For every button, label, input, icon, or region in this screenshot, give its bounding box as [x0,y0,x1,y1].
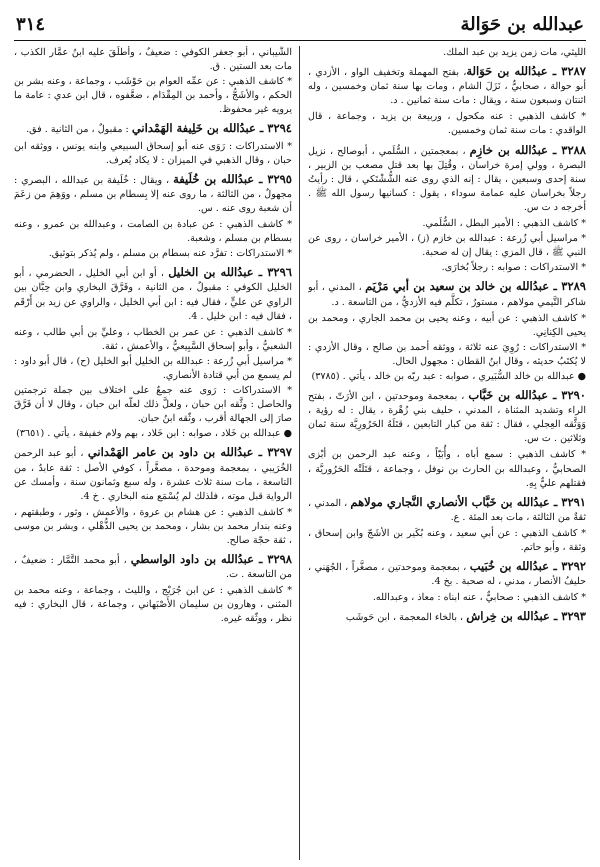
entry-number: ٣٢٨٧ ـ [547,64,586,79]
entry-text: ، المدني ، ثقةٌ من الثالثة ، مات بعد المئة . ع. [308,497,586,523]
note-paragraph: * كاشف الذهبي : الأمير البطل ، السُّلَمي. [422,218,586,230]
entry [308,64,586,108]
entry-number: ٣٢٩٢ ـ [549,559,586,574]
note-paragraph: ● عبدالله بن خَلاد ، صوابه : ابن خَلاد ، بهم ولام خفيفة ، يأتي . (٣٦٥١) [16,428,292,440]
entry-text: ، بمعجمة وموحدتين ، مصغَّراً ، الجُهَني ، حليفُ الأنصار ، مدني ، له صحبة . بخ 4. [308,562,586,588]
entry-name: عبدُالله بن خَلِيفة الهَمْداني [131,121,256,136]
entry-name: عبدُالله بن خِراش [466,609,550,624]
note-paragraph: ● عبدالله بن خالد السُّبَيري ، صوابه : عبد ربّه بن خالد ، يأتي . (٣٧٨٥) [311,370,586,382]
entry-name: عبدُالله بن الخليل [168,265,254,280]
note-paragraph: * الاستدراكات : رُوِيَ عنه ثلاثة ، ووثقه أحمد بن صالح ، وقال الأزدي : لا يُكتَبُ حديثه ، وقال ابنُ القطان : مجهول الحال. [308,341,586,367]
entry [14,172,292,216]
entry [14,552,292,582]
right-column [308,46,586,860]
page-number: ٣١٤ [16,14,46,35]
note-paragraph: * كاشف الذهبي : صحابيٌّ ، عنه ابناه : معاذ ، وعبدالله. [372,592,586,604]
entry-name: عبدُالله بن خَبَّاب الأنصاري النَّجاري مولاهم [350,494,550,509]
entry [308,495,586,525]
entry-text: ، أو ابن أبي الخليل ، الحضرمي ، أبو الخليل الكوفي : مقبولٌ ، من الثانية ، وفَرَّقَ البخاري وابن حِبَّان بين الراوي عن عليٍّ ، فقال فيه : ابن أبي الخليل ، والراوي عن زيد بن أَرْقَم ، فقال فيه : ابن خليل . 4. [14,268,292,322]
note-paragraph: * كاشف الذهبي : عن أبي سعيد ، وعنه بُكَير بن الأشَجّ وابن إسحاق ، وثقة ، وأبو حاتم. [308,527,586,553]
note-paragraph: * الاستدراكات : تفرَّد عنه بسطام بن مسلم ، ولم يُذكر بتوثيق. [48,248,292,260]
note-paragraph: الشَّيباني ، أبو جعفر الكوفي : ضعيفٌ ، وأطلَقَ عليه ابنُ عمَّار الكذب ، مات بعد الستين . ق. [14,47,292,73]
entry-name: عبدُالله بن حَوَالة [466,64,548,79]
entry-name: عبدُالله بن خَبَّاب [468,388,549,403]
entry-text: ، بمعجمة وموحدتين ، ابن الأرَتّ ، بفتح الراء وتشديد المثناة ، المدني ، حليف بني زُهْرة ، يقال : له رؤية ، وَوَثَّقه العِجلي ، فقال : ثقة من كبار التابعين ، قتَلَهُ الحَرُورِيَّة سنة ثمان وثلاثين . ت س. [308,391,586,445]
left-column [14,46,292,860]
running-head [14,14,586,41]
entry-number: ٣٢٩٥ ـ [254,171,292,186]
entry-number: ٣٢٩٣ ـ [549,609,586,624]
entry-text: ، بمعجمتين ، السُّلَمي ، أبوصالح ، نزيل البصرة ، وولي إمرة خراسان ، وقُتِلَ بها بعد قتل مصعب بن الزبير ، سنة إحدى وسبعين ، يقال : إنه الذي روى عنه الشُّشْتَكي ، قال : رأيتُ رجلاً بخراسان عليه عمامة سوداء ، يقول : كسانيها رسول الله ﷺ . أخرجه د ت س. [308,145,586,213]
note-paragraph: * كاشف الذهبي : عن عمر بن الخطاب ، وعليِّ بن أبي طالب ، وعنه الشعبيُّ ، وأبو إسحاق السَّبِيعيُّ ، والأعمش ، ثقة. [14,326,292,352]
entry-name: عبدُالله بن خازِم [469,142,548,157]
note-paragraph: * كاشف الذهبي : سمع أباه ، وأُبَيّاً ، وعنه عبد الرحمن بن أبْزى الصحابيُّ ، وعبدالله بن الحارث بن نوفل ، وجماعة ، قتَلَتْه الحَرُوريَّة ، فقتلهم عليٌّ بِهِ. [308,449,586,489]
entry [308,388,586,446]
entry [308,559,586,589]
entry [308,143,586,215]
entry-text: ، بالخاء المعجمة ، ابن حَوشَب [345,612,467,624]
note-paragraph: * الاستدراكات : رَوى عنه جمعٌ على اختلاف بين جملة ترجمتين والحاصل : وثَّقه ابن حبان ، ولعلَّ ذلك لعلّه ابن حبان ، وقال لا أن فَرَّقَ صارَ إلى الجهالة أقرب ، وثّقه ابنُ حبان. [14,385,292,425]
entry-number: ٣٢٨٩ ـ [549,279,586,294]
entry [14,121,292,137]
entry-number: ٣٢٩٧ ـ [253,445,292,460]
entry-number: ٣٢٩٤ ـ [255,121,292,136]
note-paragraph: * مراسيل أبي زُرعة : عبدالله بن الخليل أبو الخليل (ح) ، قال أبو داود : لم يسمع من أبي قتادة الأنصاري. [14,355,292,381]
entry-name: عبدُالله بن خُبَيب [469,559,549,574]
note-paragraph: * كاشف الذهبي : عن أبيه ، وعنه يحيى بن محمد الجاري ، ومحمد بن يحيى الكِنانِي. [308,312,586,338]
note-paragraph: * كاشف الذهبي : عن عبادة بن الصامت ، وعبدالله بن عمرو ، وعنه بسطام بن مسلم ، وشعبة. [14,219,292,245]
entry-name: عبدُالله بن داود الواسطي [130,552,255,567]
note-paragraph: * كاشف الذهبي : عنه مكحول ، وربيعة بن يزيد ، وجماعة ، قال الواقدي : مات سنة ثمان وخمسين. [308,111,586,137]
text-columns [14,46,586,860]
entry-number: ٣٢٩٠ ـ [548,388,586,403]
entry-number: ٣٢٨٨ ـ [547,142,586,157]
note-paragraph: الليثي، مات زمن يزيد بن عبد الملك. [443,47,586,58]
entry [14,265,292,323]
book-page [14,14,586,860]
note-paragraph: * كاشف الذهبي : عن عمِّه العوام بن حَوْشَب ، وجماعة ، وعنه بشر بن الحكم ، والأشَجُّ ، وأحمد بن المِقْدَام ، ضعَّفوه ، قال ابن عدي : عامة ما يرويه غير محفوظ. [14,76,292,116]
entry-number: ٣٢٩١ ـ [549,494,586,509]
column-divider [299,46,300,860]
entry [308,279,586,309]
note-paragraph: * كاشف الذهبي : عن ابن جُرَيْج ، والليث ، وجماعة ، وعنه محمد بن المثنى ، وهارون بن سليمان الأَصْبَهاني ، وجماعة ، قال البخاري : فيه نظر ، ووثّقه غيره. [14,585,292,625]
entry-text: ، ويقال : خُلَيفة بن عبدالله ، البصري : مجهولٌ ، من الثالثة ، ما روى عنه إلا بِسطام بن مسلم ، ووَهِمَ من زعَمَ أن شعبة روى عنه . س. [14,174,292,214]
entry-name: عبدُالله بن داود بن عامر الهَمْداني [87,445,254,460]
note-paragraph: * الاستدراكات : رَوَى عنه أبو إسحاق السبيعي وابنه يونس ، ووثقه ابن حبان ، وقال الذهبي في الميزان : لا يكاد يُعرف. [14,140,292,166]
entry-name: عبدُالله بن خالد بن سعيد بن أبي مَرْيَم [365,279,550,294]
entry-number: ٣٢٩٦ ـ [253,265,292,280]
running-head-title: عبدالله بن حَوَالة [460,14,584,35]
entry-text: ، المدني ، أبو شاكر التَّيمي مولاهم ، مستورٌ ، تكلَّم فيه الأزديُّ ، من التاسعة . د. [308,282,586,308]
entry [14,445,292,503]
entry-number: ٣٢٩٨ ـ [254,552,292,567]
note-paragraph: * الاستدراكات : صوابه : رجلاً بُخارَى. [441,262,586,274]
entry-text: ، أبو محمد التَّمَّار : ضعيفٌ ، من التاسعة . ت. [14,555,292,581]
entry-text: : مقبولٌ ، من الثانية . فق. [26,124,132,136]
entry-text: ، بفتح المهملة وتخفيف الواو ، الأزدي ، أبو حوالة ، صحابيٌّ ، نَزَلَ الشام ، ومات بها سنة ثمان وخمسين ، وله اثنتان وسبعون سنة ، ويقال : مات سنة ثمانين . د. [308,67,586,107]
entry-name: عبدُالله بن خُلَيفة [173,171,255,186]
entry-text: ، أبو عبد الرحمن الخُرَيبي ، بمعجمة وموحدة ، مصغَّراً ، كوفي الأصل : ثقة عابدٌ ، من التاسعة ، مات سنة ثلاث عشرة ، وله سبع وثمانون سنة ، وأمسك عن الرواية قبل موته ، فلذلك لم يُسْمَع منه البخاري . خ 4. [14,448,292,502]
note-paragraph: * مراسيل أبي زُرعة : عبدالله بن خازم (ز) ، الأمير خراسان ، روى عن النبي ﷺ ، قال المزي : يقال إن له صحبة. [308,233,586,259]
note-paragraph: * كاشف الذهبي : عن هشام بن عروة ، والأعمش ، وثور ، وطبقتهم ، وعنه بندار محمد بن بشار ، ومحمد بن يحيى الذُّهْلي ، وبشر بن موسى ، ثقة حجّة صالح. [14,506,292,546]
entry [308,609,586,625]
